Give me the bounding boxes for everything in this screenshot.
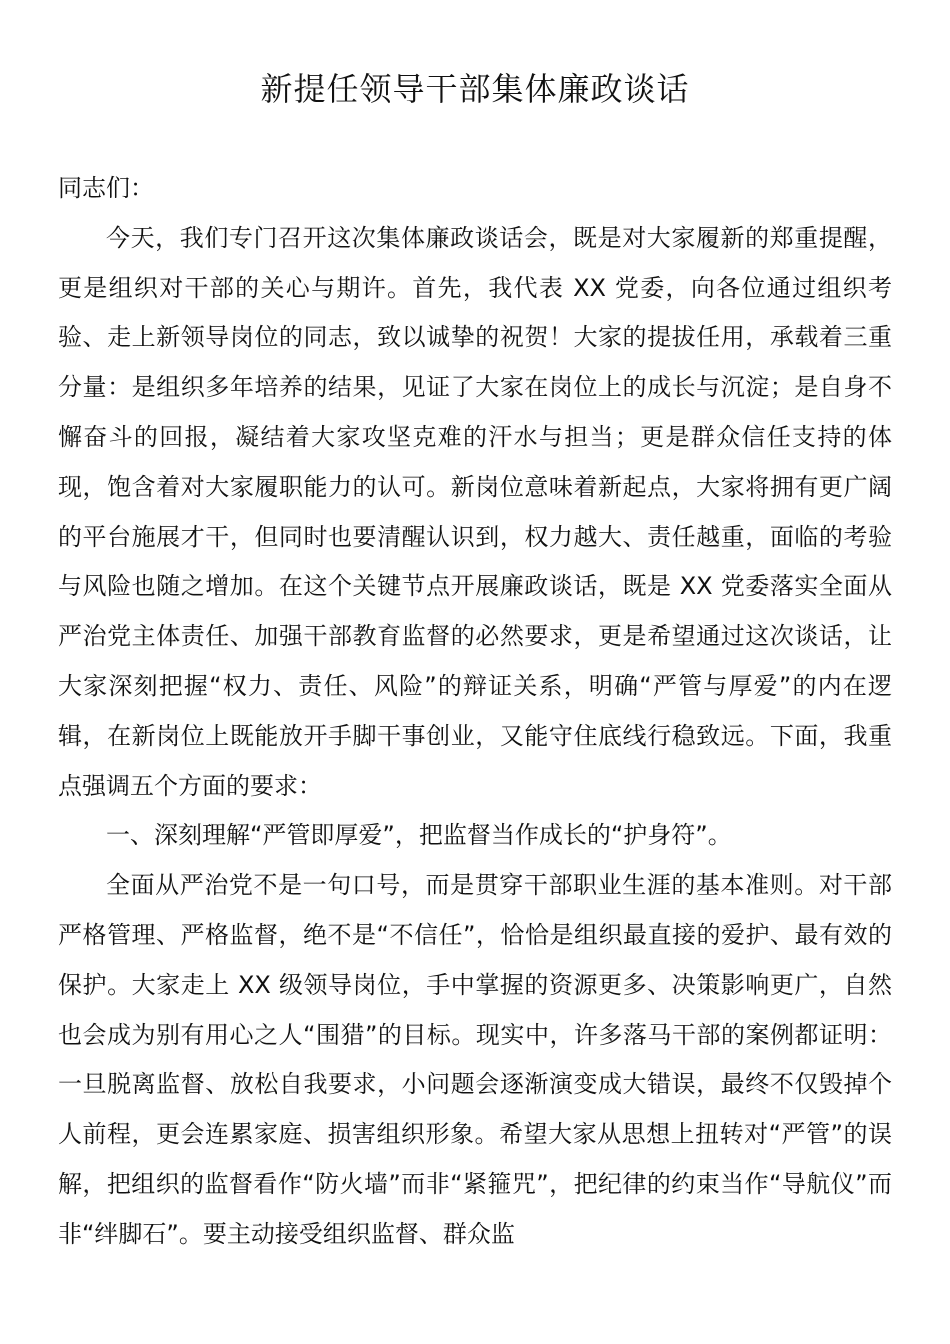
document-body — [58, 164, 892, 1260]
document-title: 新提任领导干部集体廉政谈话 — [260, 70, 690, 108]
section-heading-1: 一、深刻理解“严管即厚爱”，把监督当作成长的“护身符”。 — [106, 821, 732, 850]
paragraph-opening: 今天，我们专门召开这次集体廉政谈话会，既是对大家履新的郑重提醒，更是组织对干部的关心与期许。首先，我代表 XX 党委，向各位通过组织考验、走上新领导岗位的同志，致以诚挚的祝贺！大家的提拔任用，承载着三重分量：是组织多年培养的结果，见证了大家在岗位上的成长与沉淀；是自身不懈奋斗的回报，凝结着大家攻坚克难的汗水与担当；更是群众信任支持的体现，饱含着对大家履职能力的认可。新岗位意味着新起点，大家将拥有更广阔的平台施展才干，但同时也要清醒认识到，权力越大、责任越重，面临的考验与风险也随之增加。在这个关键节点开展廉政谈话，既是 XX 党委落实全面从严治党主体责任、加强干部教育监督的必然要求，更是希望通过这次谈话，让大家深刻把握“权力、责任、风险”的辩证关系，明确“严管与厚爱”的内在逻辑，在新岗位上既能放开手脚干事创业，又能守住底线行稳致远。下面，我重点强调五个方面的要求： — [58, 223, 892, 800]
salutation: 同志们： — [58, 174, 154, 202]
paragraph-section-1: 全面从严治党不是一句口号，而是贯穿干部职业生涯的基本准则。对干部严格管理、严格监督，绝不是“不信任”，恰恰是组织最直接的爱护、最有效的保护。大家走上 XX 级领导岗位，手中掌握的资源更多、决策影响更广，自然也会成为别有用心之人“围猎”的目标。现实中，许多落马干部的案例都证明：一旦脱离监督、放松自我要求，小问题会逐渐演变成大错误，最终不仅毁掉个人前程，更会连累家庭、损害组织形象。希望大家从思想上扭转对“严管”的误解，把组织的监督看作“防火墙”而非“紧箍咒”，把纪律的约束当作“导航仪”而非“绊脚石”。要主动接受组织监督、群众监 — [58, 871, 892, 1248]
